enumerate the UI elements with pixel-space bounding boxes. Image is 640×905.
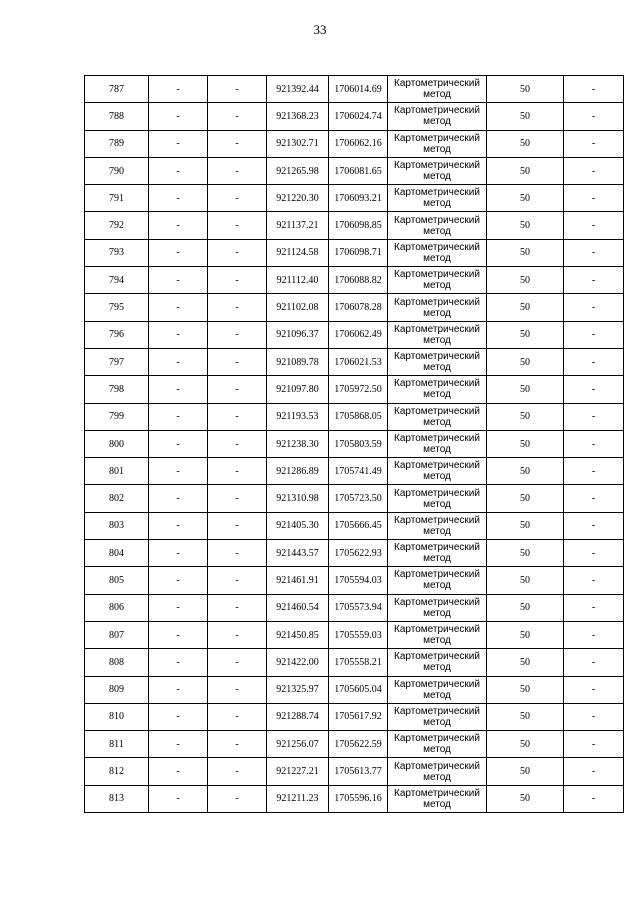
description-cell: - bbox=[564, 458, 624, 485]
y-coordinate-cell: 1705803.59 bbox=[329, 430, 388, 457]
point-number-cell: 788 bbox=[85, 103, 149, 130]
y-coordinate-cell: 1705972.50 bbox=[329, 376, 388, 403]
x-coordinate-cell: 921302.71 bbox=[267, 130, 329, 157]
empty-column-cell: - bbox=[149, 376, 208, 403]
accuracy-cell: 50 bbox=[487, 540, 564, 567]
description-cell: - bbox=[564, 731, 624, 758]
point-number-cell: 801 bbox=[85, 458, 149, 485]
method-cell: Картометрический метод bbox=[388, 430, 487, 457]
table-row bbox=[85, 512, 624, 539]
point-number-cell: 789 bbox=[85, 130, 149, 157]
y-coordinate-cell: 1705558.21 bbox=[329, 649, 388, 676]
description-cell: - bbox=[564, 567, 624, 594]
table-row bbox=[85, 267, 624, 294]
method-cell: Картометрический метод bbox=[388, 567, 487, 594]
empty-column-cell: - bbox=[208, 321, 267, 348]
empty-column-cell: - bbox=[208, 485, 267, 512]
empty-column-cell: - bbox=[149, 348, 208, 375]
description-cell: - bbox=[564, 376, 624, 403]
y-coordinate-cell: 1705596.16 bbox=[329, 785, 388, 812]
empty-column-cell: - bbox=[208, 621, 267, 648]
point-number-cell: 802 bbox=[85, 485, 149, 512]
method-cell: Картометрический метод bbox=[388, 731, 487, 758]
accuracy-cell: 50 bbox=[487, 703, 564, 730]
x-coordinate-cell: 921286.89 bbox=[267, 458, 329, 485]
point-number-cell: 812 bbox=[85, 758, 149, 785]
y-coordinate-cell: 1706088.82 bbox=[329, 267, 388, 294]
accuracy-cell: 50 bbox=[487, 676, 564, 703]
accuracy-cell: 50 bbox=[487, 212, 564, 239]
accuracy-cell: 50 bbox=[487, 594, 564, 621]
description-cell: - bbox=[564, 103, 624, 130]
empty-column-cell: - bbox=[208, 103, 267, 130]
method-cell: Картометрический метод bbox=[388, 403, 487, 430]
table-row bbox=[85, 130, 624, 157]
accuracy-cell: 50 bbox=[487, 430, 564, 457]
empty-column-cell: - bbox=[149, 567, 208, 594]
table-row bbox=[85, 485, 624, 512]
description-cell: - bbox=[564, 321, 624, 348]
x-coordinate-cell: 921211.23 bbox=[267, 785, 329, 812]
accuracy-cell: 50 bbox=[487, 785, 564, 812]
y-coordinate-cell: 1705622.59 bbox=[329, 731, 388, 758]
y-coordinate-cell: 1706021.53 bbox=[329, 348, 388, 375]
empty-column-cell: - bbox=[208, 458, 267, 485]
table-row bbox=[85, 731, 624, 758]
point-number-cell: 811 bbox=[85, 731, 149, 758]
table-row bbox=[85, 294, 624, 321]
method-cell: Картометрический метод bbox=[388, 185, 487, 212]
method-cell: Картометрический метод bbox=[388, 321, 487, 348]
x-coordinate-cell: 921227.21 bbox=[267, 758, 329, 785]
table-row bbox=[85, 703, 624, 730]
empty-column-cell: - bbox=[149, 621, 208, 648]
empty-column-cell: - bbox=[208, 703, 267, 730]
y-coordinate-cell: 1706098.71 bbox=[329, 239, 388, 266]
x-coordinate-cell: 921112.40 bbox=[267, 267, 329, 294]
accuracy-cell: 50 bbox=[487, 649, 564, 676]
x-coordinate-cell: 921238.30 bbox=[267, 430, 329, 457]
empty-column-cell: - bbox=[208, 512, 267, 539]
x-coordinate-cell: 921461.91 bbox=[267, 567, 329, 594]
empty-column-cell: - bbox=[149, 485, 208, 512]
x-coordinate-cell: 921325.97 bbox=[267, 676, 329, 703]
empty-column-cell: - bbox=[149, 212, 208, 239]
x-coordinate-cell: 921137.21 bbox=[267, 212, 329, 239]
x-coordinate-cell: 921096.37 bbox=[267, 321, 329, 348]
description-cell: - bbox=[564, 267, 624, 294]
empty-column-cell: - bbox=[149, 103, 208, 130]
method-cell: Картометрический метод bbox=[388, 376, 487, 403]
description-cell: - bbox=[564, 758, 624, 785]
method-cell: Картометрический метод bbox=[388, 594, 487, 621]
description-cell: - bbox=[564, 430, 624, 457]
description-cell: - bbox=[564, 594, 624, 621]
y-coordinate-cell: 1705617.92 bbox=[329, 703, 388, 730]
empty-column-cell: - bbox=[208, 594, 267, 621]
empty-column-cell: - bbox=[149, 458, 208, 485]
empty-column-cell: - bbox=[208, 76, 267, 103]
table-row bbox=[85, 458, 624, 485]
method-cell: Картометрический метод bbox=[388, 212, 487, 239]
empty-column-cell: - bbox=[149, 157, 208, 184]
y-coordinate-cell: 1705868.05 bbox=[329, 403, 388, 430]
empty-column-cell: - bbox=[149, 649, 208, 676]
empty-column-cell: - bbox=[208, 731, 267, 758]
table-row bbox=[85, 239, 624, 266]
description-cell: - bbox=[564, 130, 624, 157]
empty-column-cell: - bbox=[149, 430, 208, 457]
accuracy-cell: 50 bbox=[487, 348, 564, 375]
y-coordinate-cell: 1706024.74 bbox=[329, 103, 388, 130]
description-cell: - bbox=[564, 239, 624, 266]
y-coordinate-cell: 1706062.16 bbox=[329, 130, 388, 157]
method-cell: Картометрический метод bbox=[388, 103, 487, 130]
accuracy-cell: 50 bbox=[487, 294, 564, 321]
y-coordinate-cell: 1705613.77 bbox=[329, 758, 388, 785]
description-cell: - bbox=[564, 185, 624, 212]
point-number-cell: 806 bbox=[85, 594, 149, 621]
y-coordinate-cell: 1706014.69 bbox=[329, 76, 388, 103]
table-row bbox=[85, 676, 624, 703]
empty-column-cell: - bbox=[149, 403, 208, 430]
method-cell: Картометрический метод bbox=[388, 130, 487, 157]
description-cell: - bbox=[564, 157, 624, 184]
table-row bbox=[85, 567, 624, 594]
y-coordinate-cell: 1705723.50 bbox=[329, 485, 388, 512]
point-number-cell: 808 bbox=[85, 649, 149, 676]
method-cell: Картометрический метод bbox=[388, 512, 487, 539]
accuracy-cell: 50 bbox=[487, 130, 564, 157]
table-row bbox=[85, 76, 624, 103]
y-coordinate-cell: 1706098.85 bbox=[329, 212, 388, 239]
empty-column-cell: - bbox=[208, 676, 267, 703]
method-cell: Картометрический метод bbox=[388, 485, 487, 512]
empty-column-cell: - bbox=[208, 785, 267, 812]
x-coordinate-cell: 921193.53 bbox=[267, 403, 329, 430]
description-cell: - bbox=[564, 540, 624, 567]
description-cell: - bbox=[564, 703, 624, 730]
accuracy-cell: 50 bbox=[487, 512, 564, 539]
accuracy-cell: 50 bbox=[487, 157, 564, 184]
x-coordinate-cell: 921460.54 bbox=[267, 594, 329, 621]
empty-column-cell: - bbox=[149, 512, 208, 539]
table-row bbox=[85, 540, 624, 567]
empty-column-cell: - bbox=[208, 239, 267, 266]
empty-column-cell: - bbox=[149, 76, 208, 103]
description-cell: - bbox=[564, 348, 624, 375]
table-row bbox=[85, 103, 624, 130]
empty-column-cell: - bbox=[149, 594, 208, 621]
table-row bbox=[85, 348, 624, 375]
method-cell: Картометрический метод bbox=[388, 239, 487, 266]
table-row bbox=[85, 430, 624, 457]
table-row bbox=[85, 621, 624, 648]
empty-column-cell: - bbox=[208, 267, 267, 294]
y-coordinate-cell: 1705666.45 bbox=[329, 512, 388, 539]
accuracy-cell: 50 bbox=[487, 239, 564, 266]
accuracy-cell: 50 bbox=[487, 403, 564, 430]
coordinates-table bbox=[84, 75, 624, 813]
table-row bbox=[85, 321, 624, 348]
point-number-cell: 793 bbox=[85, 239, 149, 266]
x-coordinate-cell: 921422.00 bbox=[267, 649, 329, 676]
empty-column-cell: - bbox=[208, 403, 267, 430]
x-coordinate-cell: 921450.85 bbox=[267, 621, 329, 648]
y-coordinate-cell: 1705622.93 bbox=[329, 540, 388, 567]
table-row bbox=[85, 594, 624, 621]
empty-column-cell: - bbox=[149, 185, 208, 212]
empty-column-cell: - bbox=[149, 239, 208, 266]
x-coordinate-cell: 921102.08 bbox=[267, 294, 329, 321]
description-cell: - bbox=[564, 294, 624, 321]
description-cell: - bbox=[564, 485, 624, 512]
point-number-cell: 787 bbox=[85, 76, 149, 103]
empty-column-cell: - bbox=[208, 430, 267, 457]
y-coordinate-cell: 1706062.49 bbox=[329, 321, 388, 348]
empty-column-cell: - bbox=[208, 294, 267, 321]
point-number-cell: 792 bbox=[85, 212, 149, 239]
empty-column-cell: - bbox=[149, 267, 208, 294]
x-coordinate-cell: 921265.98 bbox=[267, 157, 329, 184]
method-cell: Картометрический метод bbox=[388, 785, 487, 812]
empty-column-cell: - bbox=[149, 540, 208, 567]
empty-column-cell: - bbox=[208, 567, 267, 594]
y-coordinate-cell: 1706081.65 bbox=[329, 157, 388, 184]
empty-column-cell: - bbox=[208, 376, 267, 403]
description-cell: - bbox=[564, 403, 624, 430]
empty-column-cell: - bbox=[208, 758, 267, 785]
description-cell: - bbox=[564, 512, 624, 539]
accuracy-cell: 50 bbox=[487, 621, 564, 648]
x-coordinate-cell: 921089.78 bbox=[267, 348, 329, 375]
page-number: 33 bbox=[313, 22, 327, 37]
empty-column-cell: - bbox=[208, 540, 267, 567]
table-row bbox=[85, 403, 624, 430]
x-coordinate-cell: 921256.07 bbox=[267, 731, 329, 758]
accuracy-cell: 50 bbox=[487, 321, 564, 348]
x-coordinate-cell: 921443.57 bbox=[267, 540, 329, 567]
accuracy-cell: 50 bbox=[487, 485, 564, 512]
empty-column-cell: - bbox=[208, 212, 267, 239]
point-number-cell: 804 bbox=[85, 540, 149, 567]
table-row bbox=[85, 649, 624, 676]
description-cell: - bbox=[564, 621, 624, 648]
accuracy-cell: 50 bbox=[487, 376, 564, 403]
empty-column-cell: - bbox=[149, 321, 208, 348]
method-cell: Картометрический метод bbox=[388, 294, 487, 321]
y-coordinate-cell: 1705741.49 bbox=[329, 458, 388, 485]
point-number-cell: 797 bbox=[85, 348, 149, 375]
x-coordinate-cell: 921392.44 bbox=[267, 76, 329, 103]
accuracy-cell: 50 bbox=[487, 458, 564, 485]
point-number-cell: 803 bbox=[85, 512, 149, 539]
x-coordinate-cell: 921405.30 bbox=[267, 512, 329, 539]
accuracy-cell: 50 bbox=[487, 103, 564, 130]
empty-column-cell: - bbox=[208, 649, 267, 676]
x-coordinate-cell: 921220.30 bbox=[267, 185, 329, 212]
method-cell: Картометрический метод bbox=[388, 676, 487, 703]
table-row bbox=[85, 185, 624, 212]
point-number-cell: 800 bbox=[85, 430, 149, 457]
table-row bbox=[85, 212, 624, 239]
point-number-cell: 798 bbox=[85, 376, 149, 403]
y-coordinate-cell: 1705605.04 bbox=[329, 676, 388, 703]
y-coordinate-cell: 1705594.03 bbox=[329, 567, 388, 594]
empty-column-cell: - bbox=[208, 130, 267, 157]
x-coordinate-cell: 921288.74 bbox=[267, 703, 329, 730]
empty-column-cell: - bbox=[208, 157, 267, 184]
description-cell: - bbox=[564, 649, 624, 676]
method-cell: Картометрический метод bbox=[388, 157, 487, 184]
description-cell: - bbox=[564, 785, 624, 812]
empty-column-cell: - bbox=[149, 130, 208, 157]
method-cell: Картометрический метод bbox=[388, 540, 487, 567]
method-cell: Картометрический метод bbox=[388, 703, 487, 730]
empty-column-cell: - bbox=[208, 185, 267, 212]
empty-column-cell: - bbox=[149, 758, 208, 785]
table-row bbox=[85, 785, 624, 812]
point-number-cell: 795 bbox=[85, 294, 149, 321]
point-number-cell: 791 bbox=[85, 185, 149, 212]
x-coordinate-cell: 921097.80 bbox=[267, 376, 329, 403]
table-row bbox=[85, 157, 624, 184]
method-cell: Картометрический метод bbox=[388, 649, 487, 676]
description-cell: - bbox=[564, 212, 624, 239]
point-number-cell: 799 bbox=[85, 403, 149, 430]
empty-column-cell: - bbox=[149, 731, 208, 758]
y-coordinate-cell: 1705573.94 bbox=[329, 594, 388, 621]
point-number-cell: 805 bbox=[85, 567, 149, 594]
accuracy-cell: 50 bbox=[487, 267, 564, 294]
empty-column-cell: - bbox=[149, 703, 208, 730]
empty-column-cell: - bbox=[149, 785, 208, 812]
x-coordinate-cell: 921124.58 bbox=[267, 239, 329, 266]
method-cell: Картометрический метод bbox=[388, 758, 487, 785]
point-number-cell: 790 bbox=[85, 157, 149, 184]
point-number-cell: 796 bbox=[85, 321, 149, 348]
empty-column-cell: - bbox=[149, 294, 208, 321]
method-cell: Картометрический метод bbox=[388, 348, 487, 375]
method-cell: Картометрический метод bbox=[388, 76, 487, 103]
y-coordinate-cell: 1706078.28 bbox=[329, 294, 388, 321]
accuracy-cell: 50 bbox=[487, 76, 564, 103]
accuracy-cell: 50 bbox=[487, 185, 564, 212]
empty-column-cell: - bbox=[208, 348, 267, 375]
y-coordinate-cell: 1705559.03 bbox=[329, 621, 388, 648]
accuracy-cell: 50 bbox=[487, 567, 564, 594]
table-row bbox=[85, 758, 624, 785]
point-number-cell: 807 bbox=[85, 621, 149, 648]
method-cell: Картометрический метод bbox=[388, 621, 487, 648]
empty-column-cell: - bbox=[149, 676, 208, 703]
x-coordinate-cell: 921310.98 bbox=[267, 485, 329, 512]
point-number-cell: 810 bbox=[85, 703, 149, 730]
method-cell: Картометрический метод bbox=[388, 267, 487, 294]
accuracy-cell: 50 bbox=[487, 731, 564, 758]
point-number-cell: 813 bbox=[85, 785, 149, 812]
accuracy-cell: 50 bbox=[487, 758, 564, 785]
method-cell: Картометрический метод bbox=[388, 458, 487, 485]
coordinates-table-body bbox=[85, 76, 624, 813]
table-row bbox=[85, 376, 624, 403]
description-cell: - bbox=[564, 76, 624, 103]
y-coordinate-cell: 1706093.21 bbox=[329, 185, 388, 212]
point-number-cell: 809 bbox=[85, 676, 149, 703]
x-coordinate-cell: 921368.23 bbox=[267, 103, 329, 130]
description-cell: - bbox=[564, 676, 624, 703]
point-number-cell: 794 bbox=[85, 267, 149, 294]
